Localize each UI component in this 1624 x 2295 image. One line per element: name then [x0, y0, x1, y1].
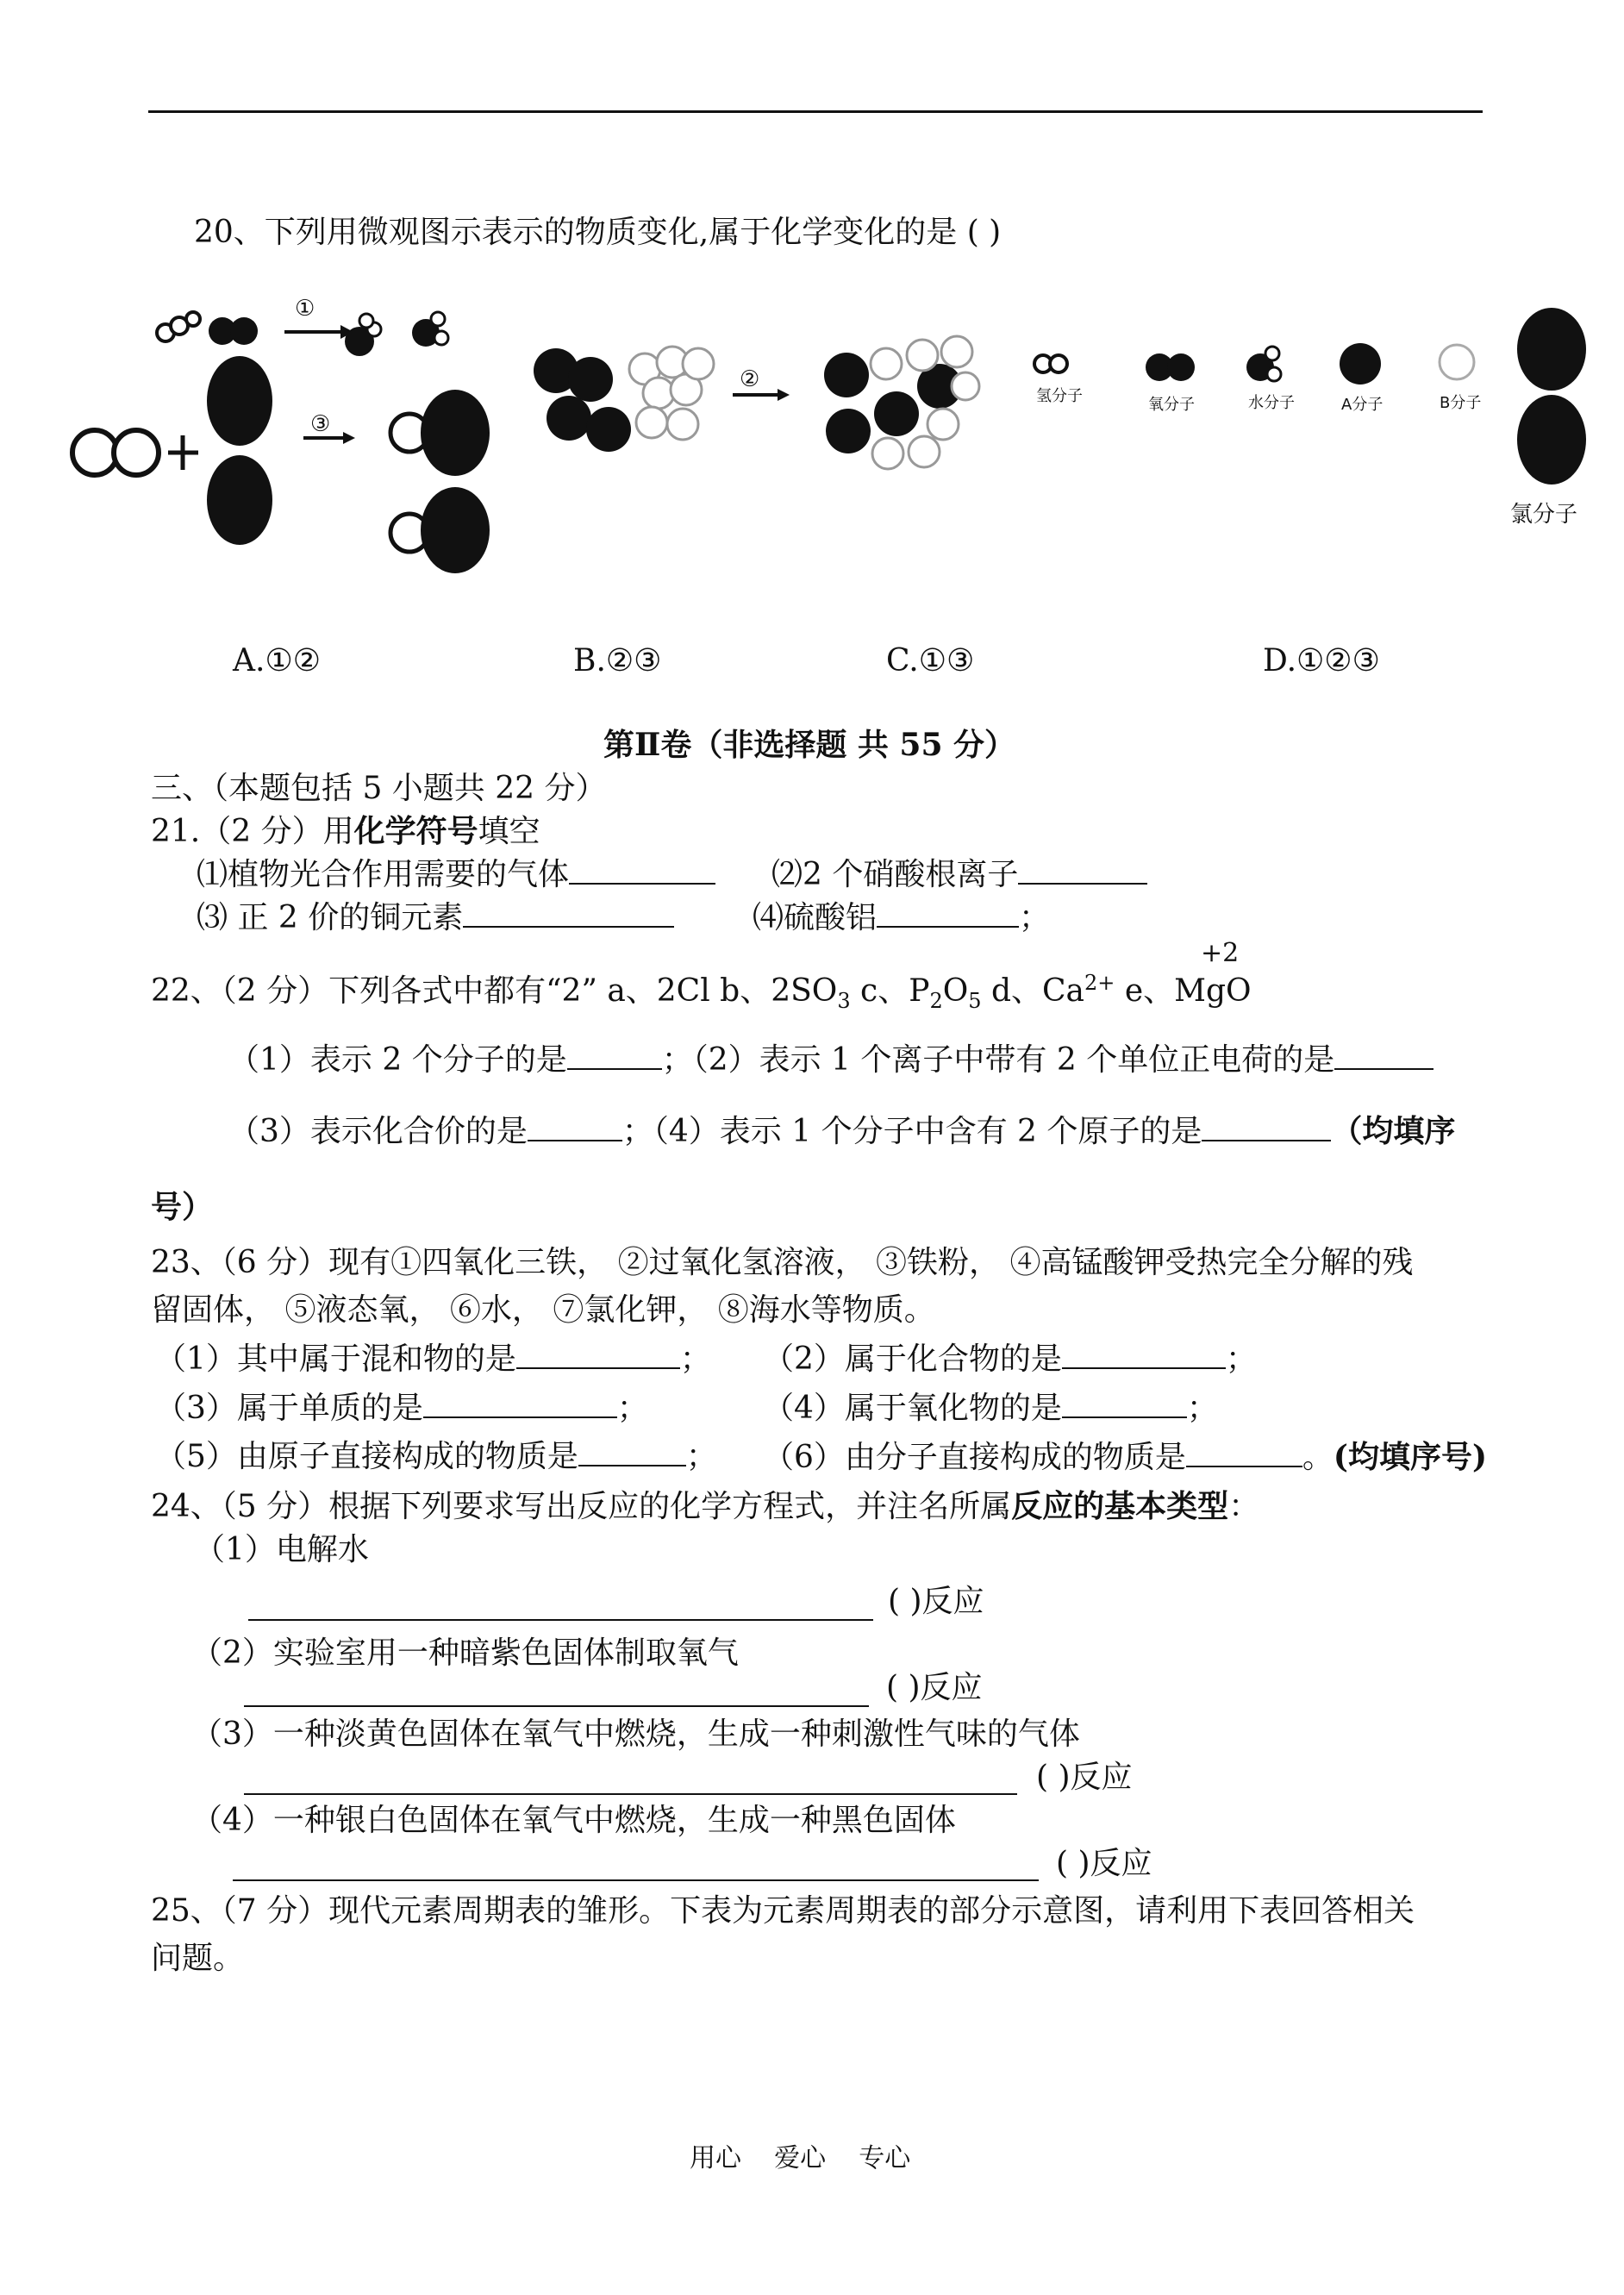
q23-line-2: 留固体， ⑤液态氧， ⑥水， ⑦氯化钾， ⑧海水等物质。	[151, 1292, 935, 1328]
q20-option-d: D.①②③	[1263, 643, 1380, 678]
q24-reaction-1: ( )反应	[888, 1584, 984, 1619]
reaction-3-diagram	[72, 356, 490, 573]
q23-line-1: 23、（6 分）现有①四氧化三铁， ②过氧化氢溶液， ③铁粉， ④高锰酸钾受热完全分解的残	[151, 1245, 1414, 1280]
q20-option-c: C.①③	[886, 643, 975, 678]
q23-blank-3[interactable]	[423, 1391, 617, 1418]
q24-reaction-2: ( )反应	[886, 1670, 983, 1705]
q22-parts-3-4: （3）表示化合价的是 ；（4）表示 1 个分子中含有 2 个原子的是 （均填序	[228, 1113, 1456, 1149]
q22-tail-2: 号）	[151, 1189, 214, 1225]
q21-blank-3[interactable]	[463, 900, 674, 928]
legend-o2-label: 氧分子	[1148, 396, 1195, 414]
q23-part-1: （1）其中属于混和物的是 ；	[155, 1341, 711, 1377]
q22-parts-1-2: （1）表示 2 个分子的是 ；（2）表示 1 个离子中带有 2 个单位正电荷的是	[228, 1041, 1433, 1079]
q23-blank-4[interactable]	[1062, 1391, 1187, 1418]
q22-blank-1[interactable]	[567, 1042, 662, 1070]
q21-blank-1[interactable]	[569, 857, 715, 885]
reaction-2-mark: ②	[740, 366, 760, 392]
q23-part-6: （6）由分子直接构成的物质是 。(均填序号)	[763, 1439, 1487, 1475]
q21-item-4: ⑷硫酸铝 ；	[753, 900, 1051, 935]
q23-blank-5[interactable]	[578, 1439, 686, 1466]
q20-stem: 20、下列用微观图示表示的物质变化,属于化学变化的是 ( )	[194, 215, 1002, 250]
q21-item-3: ⑶ 正 2 价的铜元素	[197, 899, 674, 937]
q23-blank-2[interactable]	[1062, 1341, 1226, 1369]
q23-part-3: （3）属于单质的是 ；	[155, 1391, 648, 1426]
q25-line-1: 25、（7 分）现代元素周期表的雏形。下表为元素周期表的部分示意图，请利用下表回答相关	[151, 1893, 1415, 1929]
q22-blank-2[interactable]	[1334, 1042, 1433, 1070]
legend-h2o-label: 水分子	[1248, 394, 1295, 412]
q22-blank-3[interactable]	[528, 1114, 622, 1141]
q21-item-1: ⑴植物光合作用需要的气体	[197, 856, 715, 894]
reaction-1-diagram	[157, 296, 448, 356]
q24-answer-line-4[interactable]	[233, 1879, 1039, 1881]
q21-blank-4[interactable]	[877, 900, 1019, 928]
q24-item-3: （3）一种淡黄色固体在氧气中燃烧，生成一种刺激性气味的气体	[191, 1717, 1080, 1752]
q20-micro-diagram	[69, 285, 1603, 595]
q22-valence: +2	[1201, 938, 1240, 968]
q24-answer-line-3[interactable]	[244, 1793, 1017, 1795]
reaction-2-diagram	[534, 336, 979, 469]
legend-h2-label: 氢分子	[1036, 387, 1083, 405]
q21-stem: 21.（2 分）用化学符号填空	[151, 813, 540, 849]
q25-line-2: 问题。	[151, 1941, 245, 1976]
legend-b-label: B分子	[1440, 394, 1482, 412]
header-rule	[148, 110, 1483, 113]
molecule-legend	[1034, 308, 1586, 528]
q24-item-4: （4）一种银白色固体在氧气中燃烧，生成一种黑色固体	[191, 1803, 956, 1838]
q23-blank-6[interactable]	[1186, 1440, 1302, 1467]
q23-blank-1[interactable]	[516, 1341, 680, 1369]
section-3-title: 三、（本题包括 5 小题共 22 分）	[151, 771, 607, 806]
q24-item-2: （2）实验室用一种暗紫色固体制取氧气	[191, 1635, 739, 1671]
q21-blank-2[interactable]	[1018, 857, 1147, 885]
q22-blank-4[interactable]	[1202, 1114, 1331, 1141]
q21-item-2: ⑵2 个硝酸根离子	[771, 856, 1147, 894]
q20-option-b: B.②③	[573, 643, 662, 678]
q23-part-5: （5）由原子直接构成的物质是 ；	[155, 1439, 717, 1474]
q24-item-1: （1）电解水	[194, 1532, 369, 1567]
reaction-1-mark: ①	[295, 296, 315, 322]
q24-answer-line-2[interactable]	[244, 1705, 869, 1707]
q24-reaction-3: ( )反应	[1036, 1760, 1133, 1795]
q23-part-2: （2）属于化合物的是 ；	[763, 1341, 1257, 1377]
legend-cl2-label: 氯分子	[1510, 502, 1578, 528]
q24-answer-line-1[interactable]	[248, 1619, 873, 1621]
legend-a-label: A分子	[1341, 396, 1384, 414]
q20-option-a: A.①②	[233, 643, 321, 678]
q24-reaction-4: ( )反应	[1056, 1846, 1152, 1881]
q22-stem: 22、（2 分）下列各式中都有“2” a、2Cl b、$2SO_3$ c、$P_2O_5$ d、$Ca^{2+}$ e、MgO	[151, 971, 1252, 1014]
page-footer: 用心 爱心 专心	[690, 2143, 911, 2173]
q24-stem: 24、（5 分）根据下列要求写出反应的化学方程式，并注名所属反应的基本类型：	[151, 1488, 1260, 1524]
section-2-title: 第Ⅱ卷（非选择题 共 55 分）	[603, 727, 1016, 763]
reaction-3-mark: ③	[310, 411, 331, 437]
q23-part-4: （4）属于氧化物的是 ；	[763, 1391, 1218, 1426]
